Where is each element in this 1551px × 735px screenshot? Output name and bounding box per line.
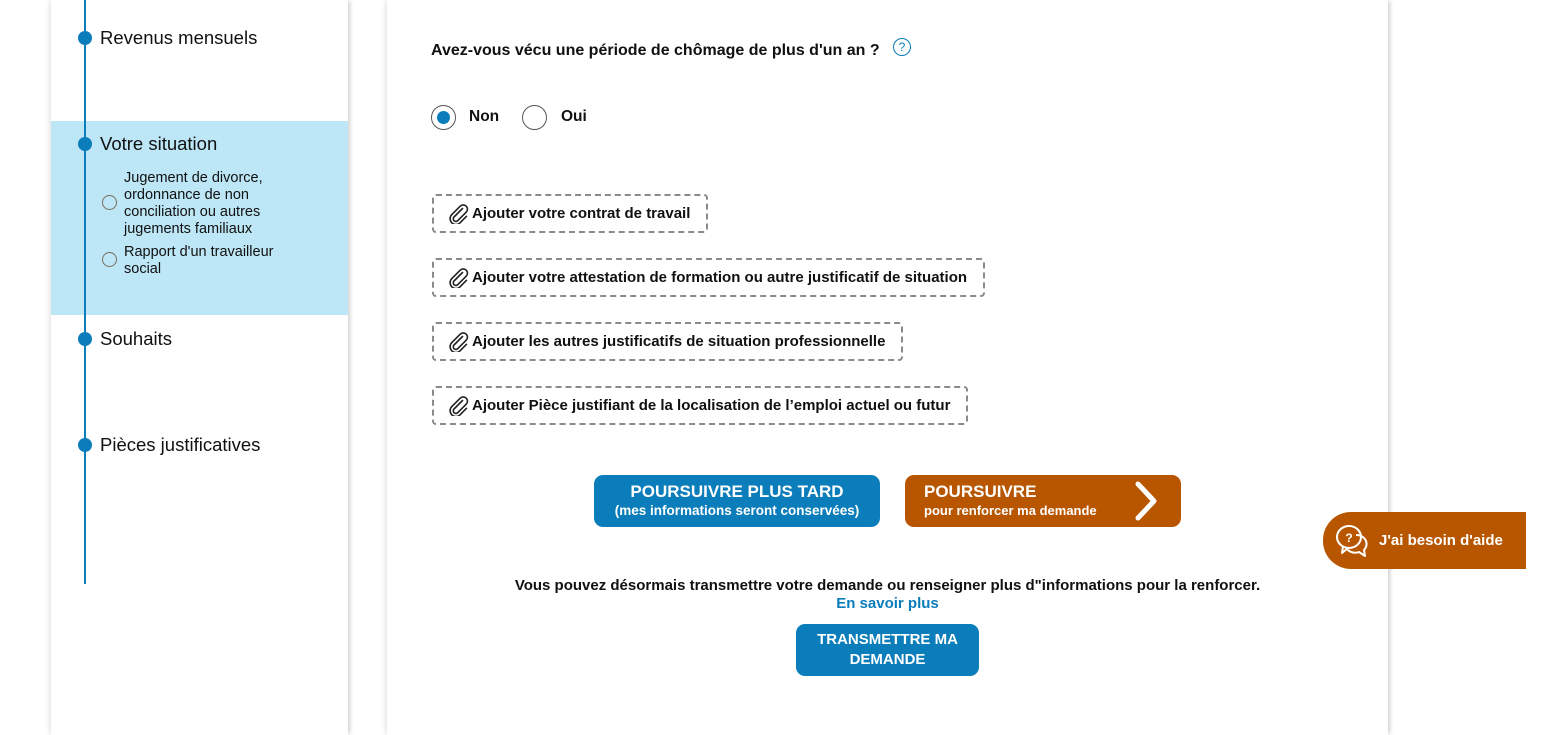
radio-oui-label[interactable]: Oui — [561, 108, 587, 125]
progress-timeline-line — [84, 0, 86, 584]
attach-label: Ajouter votre contrat de travail — [472, 205, 691, 222]
paperclip-icon — [448, 396, 470, 416]
attach-autres-justificatifs-button[interactable] — [432, 322, 903, 361]
learn-more-link[interactable]: En savoir plus — [836, 595, 939, 612]
attach-label: Ajouter votre attestation de formation ou autre justificatif de situation — [472, 269, 968, 286]
radio-non[interactable] — [431, 105, 456, 130]
continue-later-button[interactable] — [594, 475, 880, 527]
submit-request-label: TRANSMETTRE MA DEMANDE — [817, 631, 958, 668]
radio-oui[interactable] — [522, 105, 547, 130]
chat-question-icon — [1334, 523, 1370, 559]
main-panel — [387, 0, 1388, 735]
submit-request-button[interactable] — [796, 624, 979, 676]
substep-label: Jugement de divorce, ordonnance de non conciliation ou autres jugements familiaux — [124, 170, 263, 237]
attach-attestation-button[interactable] — [432, 258, 985, 297]
attach-contrat-button[interactable] — [432, 194, 708, 233]
attach-localisation-emploi-button[interactable] — [432, 386, 968, 425]
continue-later-title: POURSUIVRE PLUS TARD — [630, 482, 844, 501]
step-label: Revenus mensuels — [100, 27, 258, 48]
step-label: Votre situation — [100, 133, 218, 154]
help-widget-button[interactable] — [1323, 512, 1526, 569]
continue-subtitle: pour renforcer ma demande — [924, 503, 1097, 518]
continue-later-subtitle: (mes informations seront conservées) — [614, 503, 860, 518]
step-label: Pièces justificatives — [100, 434, 261, 455]
svg-text:?: ? — [1345, 531, 1353, 545]
chevron-right-icon — [1133, 480, 1159, 522]
help-widget-label: J'ai besoin d'aide — [1379, 532, 1503, 549]
continue-button[interactable] — [905, 475, 1181, 527]
attach-label: Ajouter Pièce justifiant de la localisation de l’emploi actuel ou futur — [472, 397, 951, 414]
step-dot-icon — [78, 137, 92, 151]
step-dot-icon — [78, 438, 92, 452]
substep-status-icon — [102, 195, 117, 210]
paperclip-icon — [448, 332, 470, 352]
paperclip-icon — [448, 204, 470, 224]
step-dot-icon — [78, 31, 92, 45]
continue-title: POURSUIVRE — [924, 482, 1037, 501]
substep-label: Rapport d'un travailleur social — [124, 244, 274, 277]
step-label: Souhaits — [100, 328, 172, 349]
substep-status-icon — [102, 252, 117, 267]
paperclip-icon — [448, 268, 470, 288]
radio-non-label[interactable]: Non — [469, 108, 500, 125]
attach-label: Ajouter les autres justificatifs de situation professionnelle — [472, 333, 886, 350]
question-circle-icon[interactable]: ? — [893, 38, 911, 56]
question-label: Avez-vous vécu une période de chômage de plus d'un an ? — [431, 42, 880, 59]
info-text: Vous pouvez désormais transmettre votre demande ou renseigner plus d"informations pour la renforcer. — [514, 577, 1261, 594]
progress-sidebar — [51, 0, 348, 735]
step-dot-icon — [78, 332, 92, 346]
